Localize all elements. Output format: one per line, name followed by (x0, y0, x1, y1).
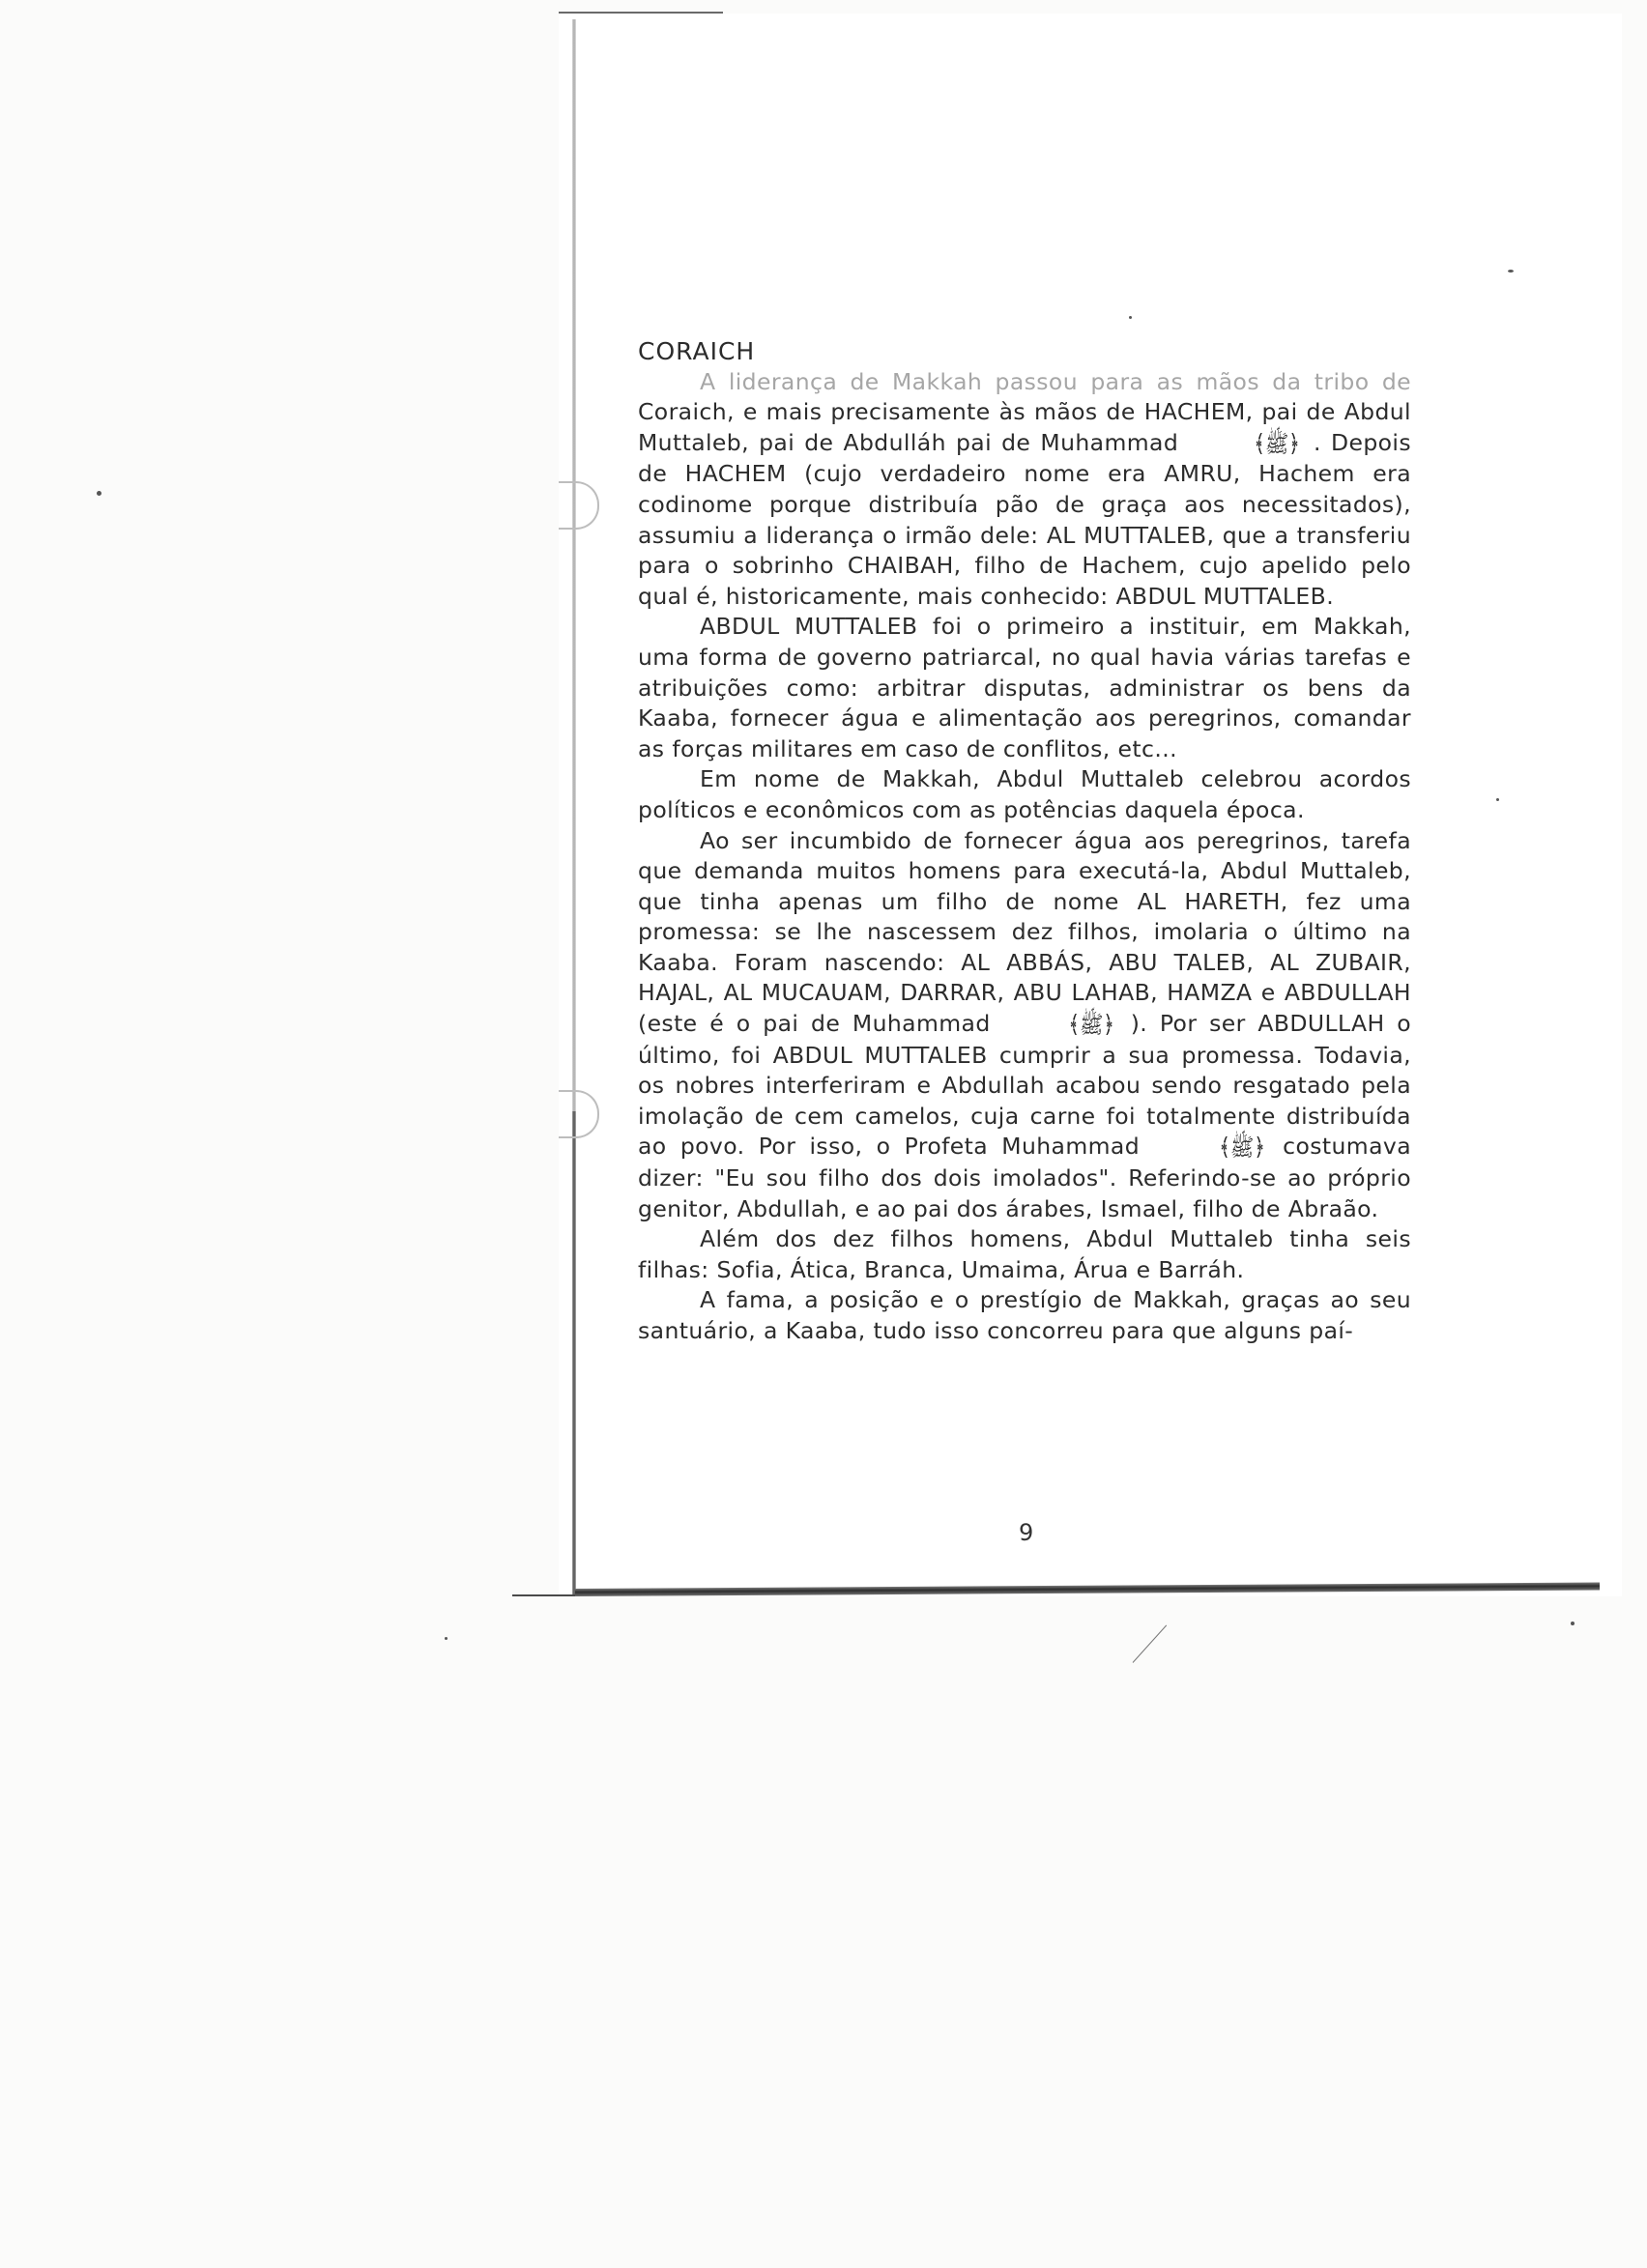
paragraph-2: ABDUL MUTTALEB foi o primeiro a instituir, em Makkah, uma forma de governo patriarcal, no qual havia várias tarefas e atribuições como: arbitrar disputas, administrar os bens da Kaaba, fornecer água e alimentação aos peregrinos, comandar as forças militares em caso de conflitos, etc... (638, 613, 1411, 762)
faded-text: A liderança de Makkah passou para as mãos da tribo de (700, 367, 1411, 395)
paragraph-text: Ao ser incumbido de fornecer água aos peregrinos, tarefa que demanda muitos homens para executá-la, Abdul Muttaleb, que tinha apenas um filho de nome AL HARETH, fez uma promessa: se lhe nascessem dez filhos, imolaria o último na Kaaba. Foram nascendo: AL ABBÁS, ABU TALEB, AL ZUBAIR, HAJAL, AL MUCAUAM, DARRAR, ABU LAHAB, HAMZA e ABDULLAH (este é o pai de Muhammad (638, 826, 1411, 1038)
gutter-shadow-lower (572, 1111, 576, 1594)
paragraph-6: A fama, a posição e o prestígio de Makkah, graças ao seu santuário, a Kaaba, tudo isso concorreu para que alguns paí- (638, 1286, 1411, 1344)
page-text (638, 336, 1411, 1347)
scan-speck (1496, 798, 1499, 801)
page-top-edge (559, 12, 723, 14)
scan-speck (1129, 316, 1132, 319)
page-bottom-edge-thin (512, 1594, 580, 1596)
pbuh-symbol-icon: ﴾ﷺ﴿ (1254, 428, 1300, 458)
page-bottom-edge (512, 1585, 1600, 1600)
paragraph-text: costumava dizer: "Eu sou filho dos dois imolados". Referindo-se ao próprio genitor, Abdullah, e ao pai dos árabes, Ismael, filho de Abraão. (638, 1133, 1412, 1222)
paragraph-text: . Depois de HACHEM (cujo verdadeiro nome era AMRU, Hachem era codinome porque distribuía pão de graça aos necessitados), assumiu a liderança o irmão dele: AL MUTTALEB, que a transferiu para o sobrinho CHAIBAH, filho de Hachem, cujo apelido pelo qual é, historicamente, mais conhecido: ABDUL MUTTALEB. (638, 428, 1411, 610)
pbuh-symbol-icon: ﴾ﷺ﴿ (1068, 1009, 1114, 1039)
pbuh-symbol-icon: ﴾ﷺ﴿ (1219, 1133, 1265, 1163)
paragraph-1 (638, 367, 1411, 613)
paragraph-5: Além dos dez filhos homens, Abdul Muttaleb tinha seis filhas: Sofia, Ática, Branca, Umaima, Árua e Barráh. (638, 1225, 1411, 1283)
page-bottom-edge-thick (575, 1583, 1600, 1596)
page-number: 9 (1019, 1519, 1034, 1546)
scan-speck (97, 491, 101, 496)
scan-speck (1508, 270, 1514, 273)
section-heading: CORAICH (638, 337, 756, 365)
paragraph-text: Coraich, e mais precisamente às mãos de HACHEM, pai de Abdul Muttaleb, pai de Abdulláh pai de Muhammad (638, 398, 1411, 456)
paragraph-text: ). Por ser ABDULLAH o último, foi ABDUL MUTTALEB cumprir a sua promessa. Todavia, os nobres interferiram e Abdullah acabou sendo resgatado pela imolação de cem camelos, cuja carne foi totalmente distribuída ao povo. Por isso, o Profeta Muhammad (638, 1010, 1412, 1161)
paragraph-3: Em nome de Makkah, Abdul Muttaleb celebrou acordos políticos e econômicos com as potências daquela época. (638, 765, 1411, 823)
scan-speck (1571, 1622, 1575, 1625)
scan-speck (445, 1637, 448, 1640)
paragraph-4 (638, 826, 1411, 1225)
